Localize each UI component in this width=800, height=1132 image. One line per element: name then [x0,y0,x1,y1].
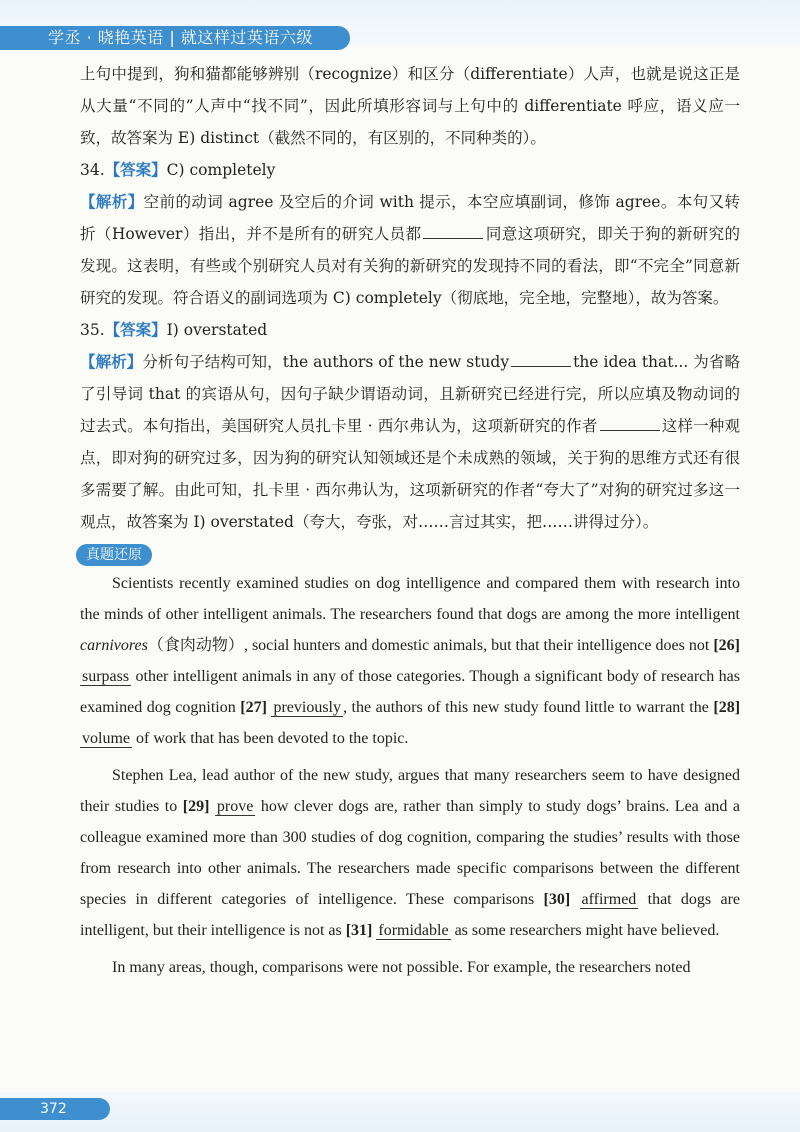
italic-term: carnivores [80,637,148,654]
running-header-title: 学丞 · 晓艳英语 | 就这样过英语六级 [0,26,350,50]
answer-word-28: volume [82,730,130,747]
blank-line [600,416,660,431]
q34-answer: C) completely [166,161,276,179]
explanations [80,58,740,538]
q34-explanation-text-2: 同意这项研究，即关于狗的新研究的发现。这表明，有些或个别研究人员对有关狗的新研究的发现持不同的看法，即“不完全”同意新研究的发现。符合语义的副词选项为 C) completely（彻底地，完全地，完整地），故为答案。 [80,225,740,307]
answer-word-27: previously [273,699,341,716]
q34-explanation-text-1: 空前的动词 agree 及空后的介词 with 提示，本空应填副词，修饰 agree。本句又转折（However）指出，并不是所有的研究人员都 [80,193,740,243]
passage-paragraph-2 [80,760,740,946]
q35-explanation [80,346,740,538]
q35-explanation-text-1: 分析句子结构可知，the authors of the new study [142,353,510,371]
text: （食肉动物）, social hunters and domestic animals, but that their intelligence does not [147,637,714,654]
blank-number-29: [29] [182,798,210,815]
q35-answer-line [80,314,740,346]
text: other intelligent animals in any of those categories. Though a significant body of research has examined dog cognition [80,668,740,716]
q35-explanation-label: 【解析】 [80,352,143,371]
q34-number: 34. [80,161,105,179]
blank-line [423,224,483,239]
blank-number-31: [31] [345,922,373,939]
page-content [80,58,740,983]
answer-word-26: surpass [82,668,130,685]
passage-paragraph-1 [80,568,740,754]
q34-explanation-label: 【解析】 [80,192,144,211]
footer-bar [0,1092,800,1132]
page-number: 372 [0,1098,110,1120]
blank-number-27: [27] [240,699,267,716]
intro-paragraph: 上句中提到，狗和猫都能够辨别（recognize）和区分（differentiate）人声，也就是说这正是从大量“不同的”人声中“找不同”，因此所填形容词与上句中的 differentiate 呼应，语义应一致，故答案为 E) distinct（截然不同的，有区别的，不同种类的）。 [80,65,740,147]
q34-explanation [80,186,740,314]
text: of work that has been devoted to the topic. [132,730,409,747]
section-label-badge: 真题还原 [76,544,152,566]
q35-answer: I) overstated [166,321,268,339]
text: how clever dogs are, rather than simply to study dogs’ brains. Lea and a colleague examined more than 300 studies of dog cognition, comparing the studies’ results with those from research into other animals. The researchers made specific comparisons between the different species in different categories of intelligence. These comparisons [80,798,740,908]
answer-word-29: prove [216,798,254,815]
q34-answer-label: 【答案】 [104,160,167,179]
q35-explanation-text-2: the idea that... 为省略了引导词 that 的宾语从句，因句子缺少谓语动词，且新研究已经进行完，所以应填及物动词的过去式。本句指出，美国研究人员扎卡里 · 西尔弗认为，这项新研究的作者 [80,353,740,435]
blank-number-30: [30] [543,891,571,908]
text: Stephen Lea, lead author of the new study, argues that many researchers seem to have designed their studies to [80,767,740,815]
q35-answer-label: 【答案】 [104,320,167,339]
text: as some researchers might have believed. [450,922,720,939]
passage-paragraph-3: In many areas, though, comparisons were not possible. For example, the researchers noted [112,959,691,976]
text: , the authors of this new study found little to warrant the [343,699,714,716]
original-passage [80,568,740,983]
q34-answer-line [80,154,740,186]
blank-number-28: [28] [713,699,741,716]
blank-number-26: [26] [713,637,740,654]
blank-line [511,352,571,367]
answer-word-30: affirmed [581,891,637,908]
q35-explanation-text-3: 这样一种观点，即对狗的研究过多，因为狗的研究认知领域还是个未成熟的领域，关于狗的思维方式还有很多需要了解。由此可知，扎卡里 · 西尔弗认为，这项新研究的作者“夸大了”对狗的研究过多这一观点，故答案为 I) overstated（夸大，夸张，对……言过其实，把……讲得过分）。 [80,417,740,531]
text: that dogs are intelligent, but their intelligence is not as [80,891,740,939]
answer-word-31: formidable [378,922,449,939]
text: Scientists recently examined studies on dog intelligence and compared them with research into the minds of other intelligent animals. The researchers found that dogs are among the more intelligent [80,575,740,623]
q35-number: 35. [80,321,105,339]
